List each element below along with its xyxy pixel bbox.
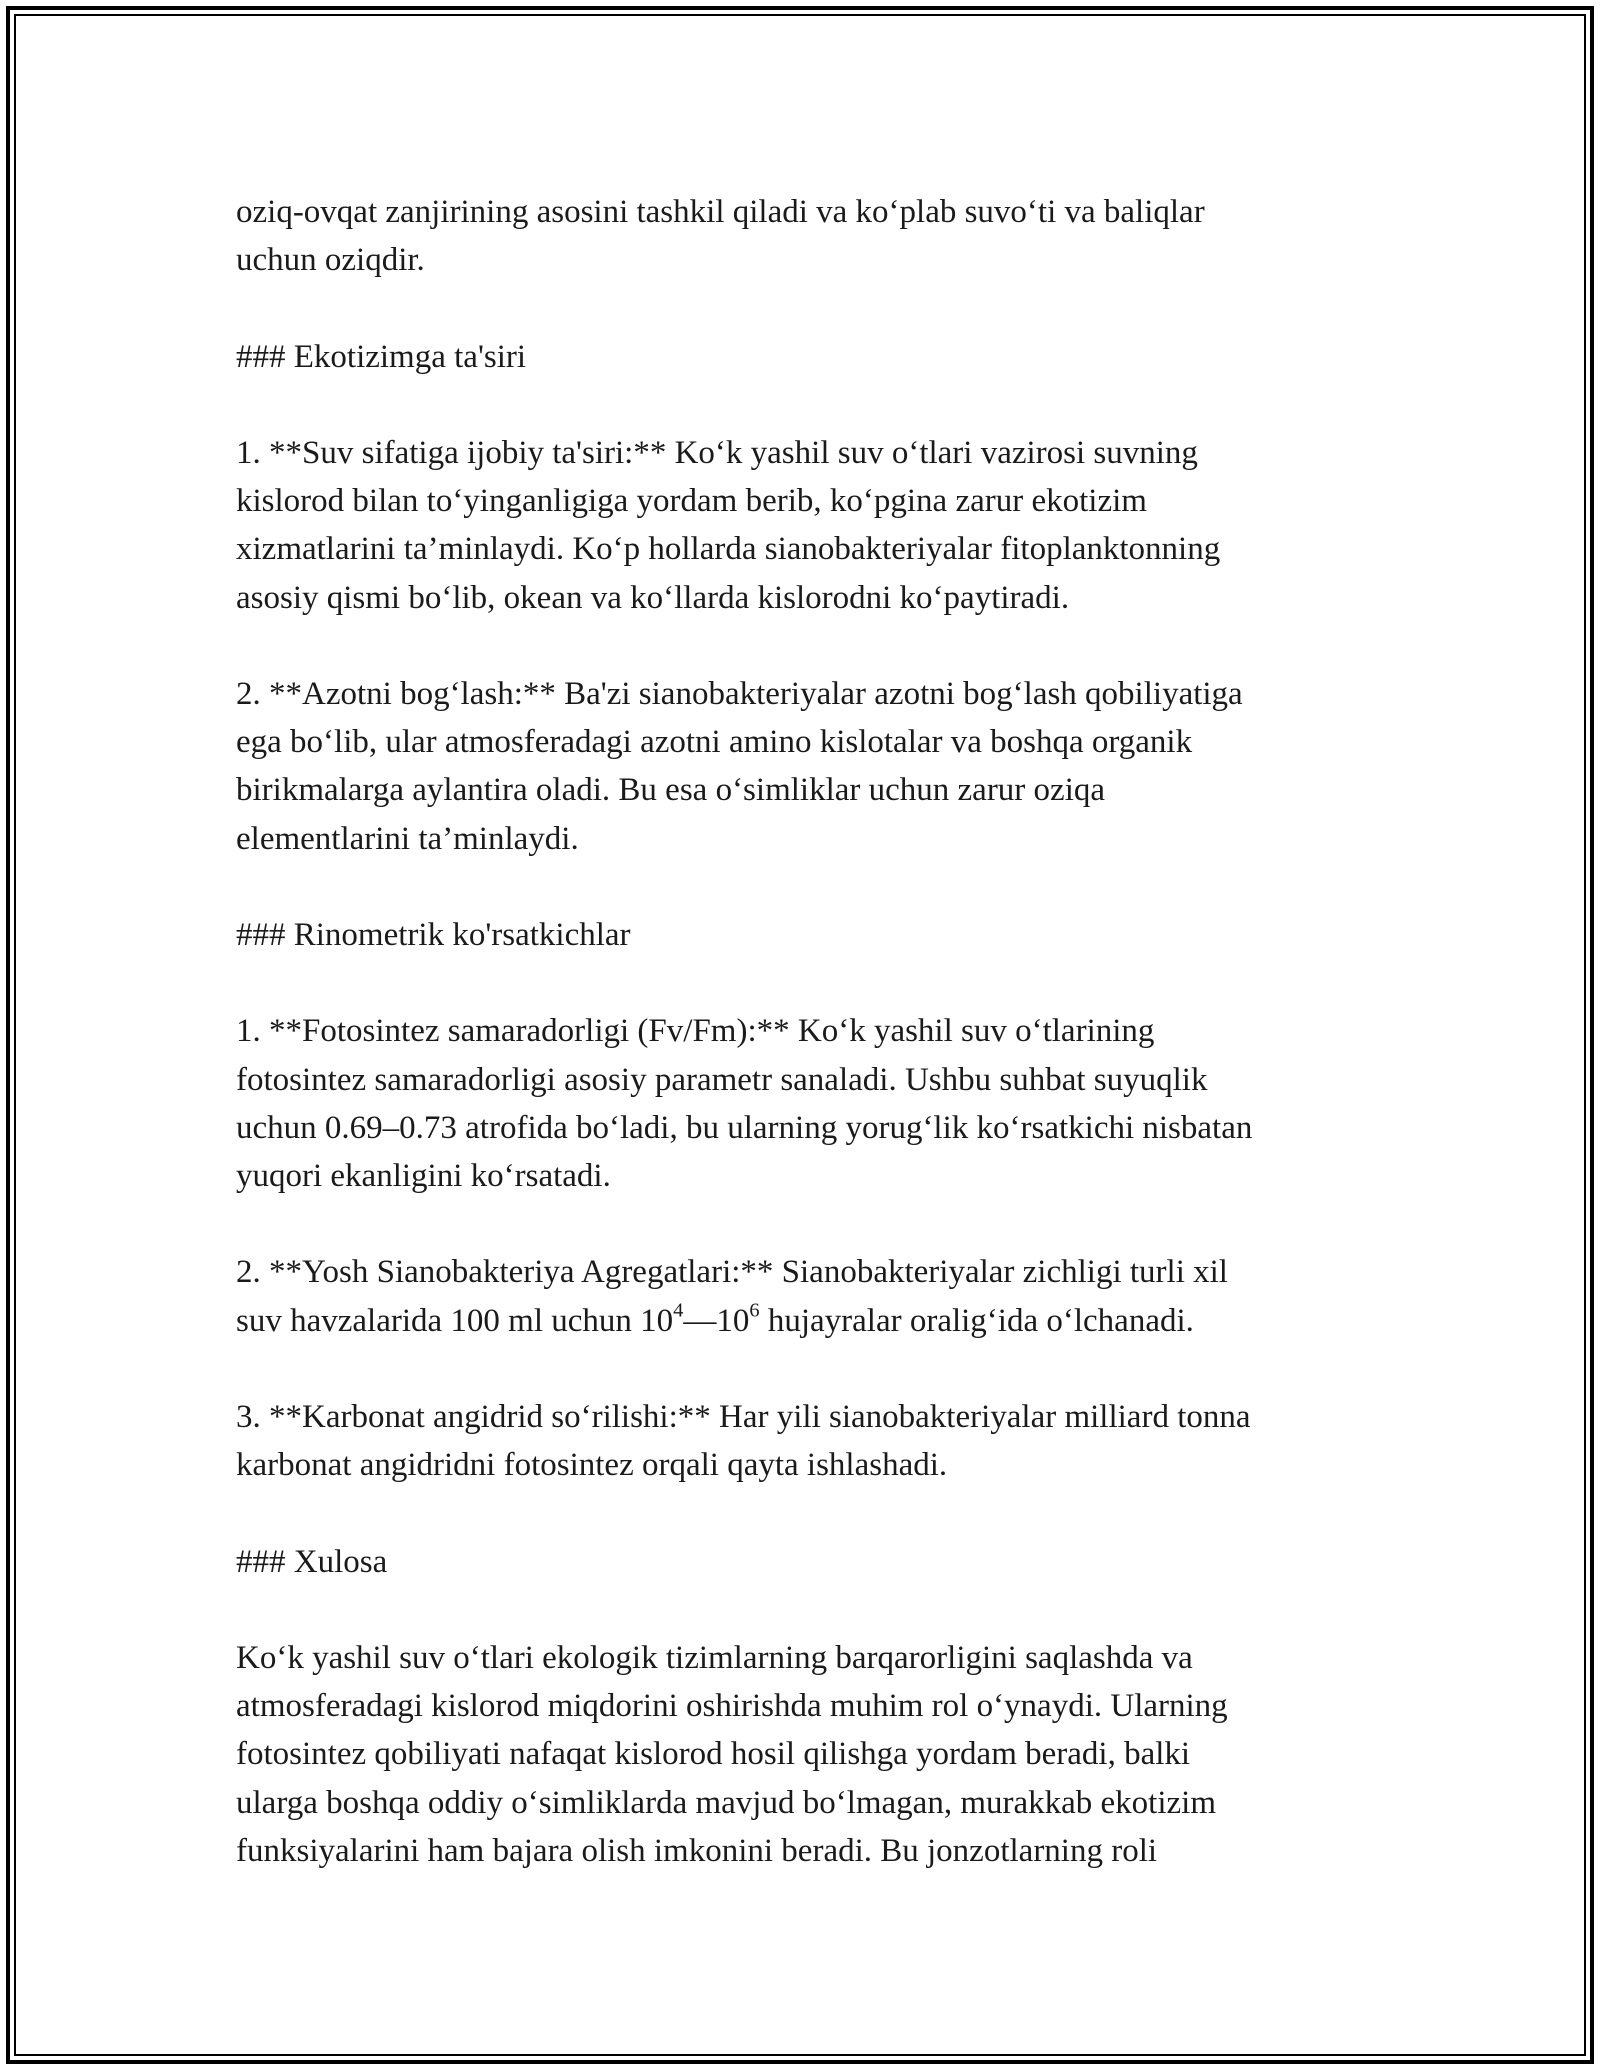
text-line: birikmalarga aylantira oladi. Bu esa o‘simliklar uchun zarur oziqa — [236, 772, 1106, 809]
text-line: 1. **Suv sifatiga ijobiy ta'siri:** Ko‘k yashil suv o‘tlari vazirosi suvning — [236, 434, 1198, 471]
superscript: 4 — [673, 1298, 684, 1321]
text-segment: —10 — [683, 1302, 750, 1339]
text-line: Ko‘k yashil suv o‘tlari ekologik tizimlarning barqarorligini saqlashda va — [236, 1639, 1193, 1676]
document-body — [236, 188, 1376, 1875]
text-line: 3. **Karbonat angidrid so‘rilishi:** Har yili sianobakteriyalar milliard tonna — [236, 1398, 1251, 1435]
heading-text: ### Rinometrik ko'rsatkichlar — [236, 916, 631, 953]
heading-text: ### Ekotizimga ta'siri — [236, 338, 527, 375]
text-line: atmosferadagi kislorod miqdorini oshirishda muhim rol o‘ynaydi. Ularning — [236, 1688, 1228, 1725]
text-line: karbonat angidridni fotosintez orqali qayta ishlashadi. — [236, 1447, 948, 1484]
superscript: 6 — [749, 1298, 760, 1321]
paragraph-nitrogen-fixation — [236, 670, 1376, 863]
heading-ecosystem-impact — [236, 333, 1376, 381]
text-segment: hujayralar oralig‘ida o‘lchanadi. — [759, 1302, 1194, 1339]
text-line: uchun oziqdir. — [236, 242, 425, 279]
text-line: kislorod bilan to‘yinganligiga yordam berib, ko‘pgina zarur ekotizim — [236, 483, 1147, 520]
paragraph-conclusion — [236, 1634, 1376, 1875]
text-line: elementlarini ta’minlaydi. — [236, 820, 579, 857]
text-line — [236, 1297, 1376, 1345]
heading-rinometric-indicators — [236, 911, 1376, 959]
text-line: 2. **Azotni bog‘lash:** Ba'zi sianobakteriyalar azotni bog‘lash qobiliyatiga — [236, 675, 1243, 712]
text-line: uchun 0.69–0.73 atrofida bo‘ladi, bu ularning yorug‘lik ko‘rsatkichi nisbatan — [236, 1109, 1253, 1146]
text-line: asosiy qismi bo‘lib, okean va ko‘llarda kislorodni ko‘paytiradi. — [236, 579, 1070, 616]
paragraph-cyanobacteria-aggregates — [236, 1248, 1376, 1344]
heading-text: ### Xulosa — [236, 1543, 388, 1580]
text-line: ega bo‘lib, ular atmosferadagi azotni amino kislotalar va boshqa organik — [236, 724, 1193, 761]
text-line: funksiyalarini ham bajara olish imkonini beradi. Bu jonzotlarning roli — [236, 1832, 1158, 1869]
text-line: ularga boshqa oddiy o‘simliklarda mavjud bo‘lmagan, murakkab ekotizim — [236, 1784, 1216, 1821]
text-line: yuqori ekanligini ko‘rsatadi. — [236, 1157, 611, 1194]
text-segment: suv havzalarida 100 ml uchun 10 — [236, 1302, 674, 1339]
heading-conclusion — [236, 1538, 1376, 1586]
paragraph-food-chain — [236, 188, 1376, 284]
paragraph-water-quality — [236, 429, 1376, 622]
text-line: xizmatlarini ta’minlaydi. Ko‘p hollarda sianobakteriyalar fitoplanktonning — [236, 531, 1221, 568]
text-line: oziq-ovqat zanjirining asosini tashkil qiladi va ko‘plab suvo‘ti va baliqlar — [236, 194, 1205, 230]
text-line: 1. **Fotosintez samaradorligi (Fv/Fm):** Ko‘k yashil suv o‘tlarining — [236, 1013, 1155, 1050]
paragraph-carbon-dioxide — [236, 1393, 1376, 1489]
text-line: fotosintez qobiliyati nafaqat kislorod hosil qilishga yordam beradi, balki — [236, 1736, 1191, 1773]
paragraph-photosynthesis-efficiency — [236, 1007, 1376, 1200]
text-line: fotosintez samaradorligi asosiy parametr sanaladi. Ushbu suhbat suyuqlik — [236, 1061, 1208, 1098]
text-line: 2. **Yosh Sianobakteriya Agregatlari:** Sianobakteriyalar zichligi turli xil — [236, 1254, 1228, 1291]
